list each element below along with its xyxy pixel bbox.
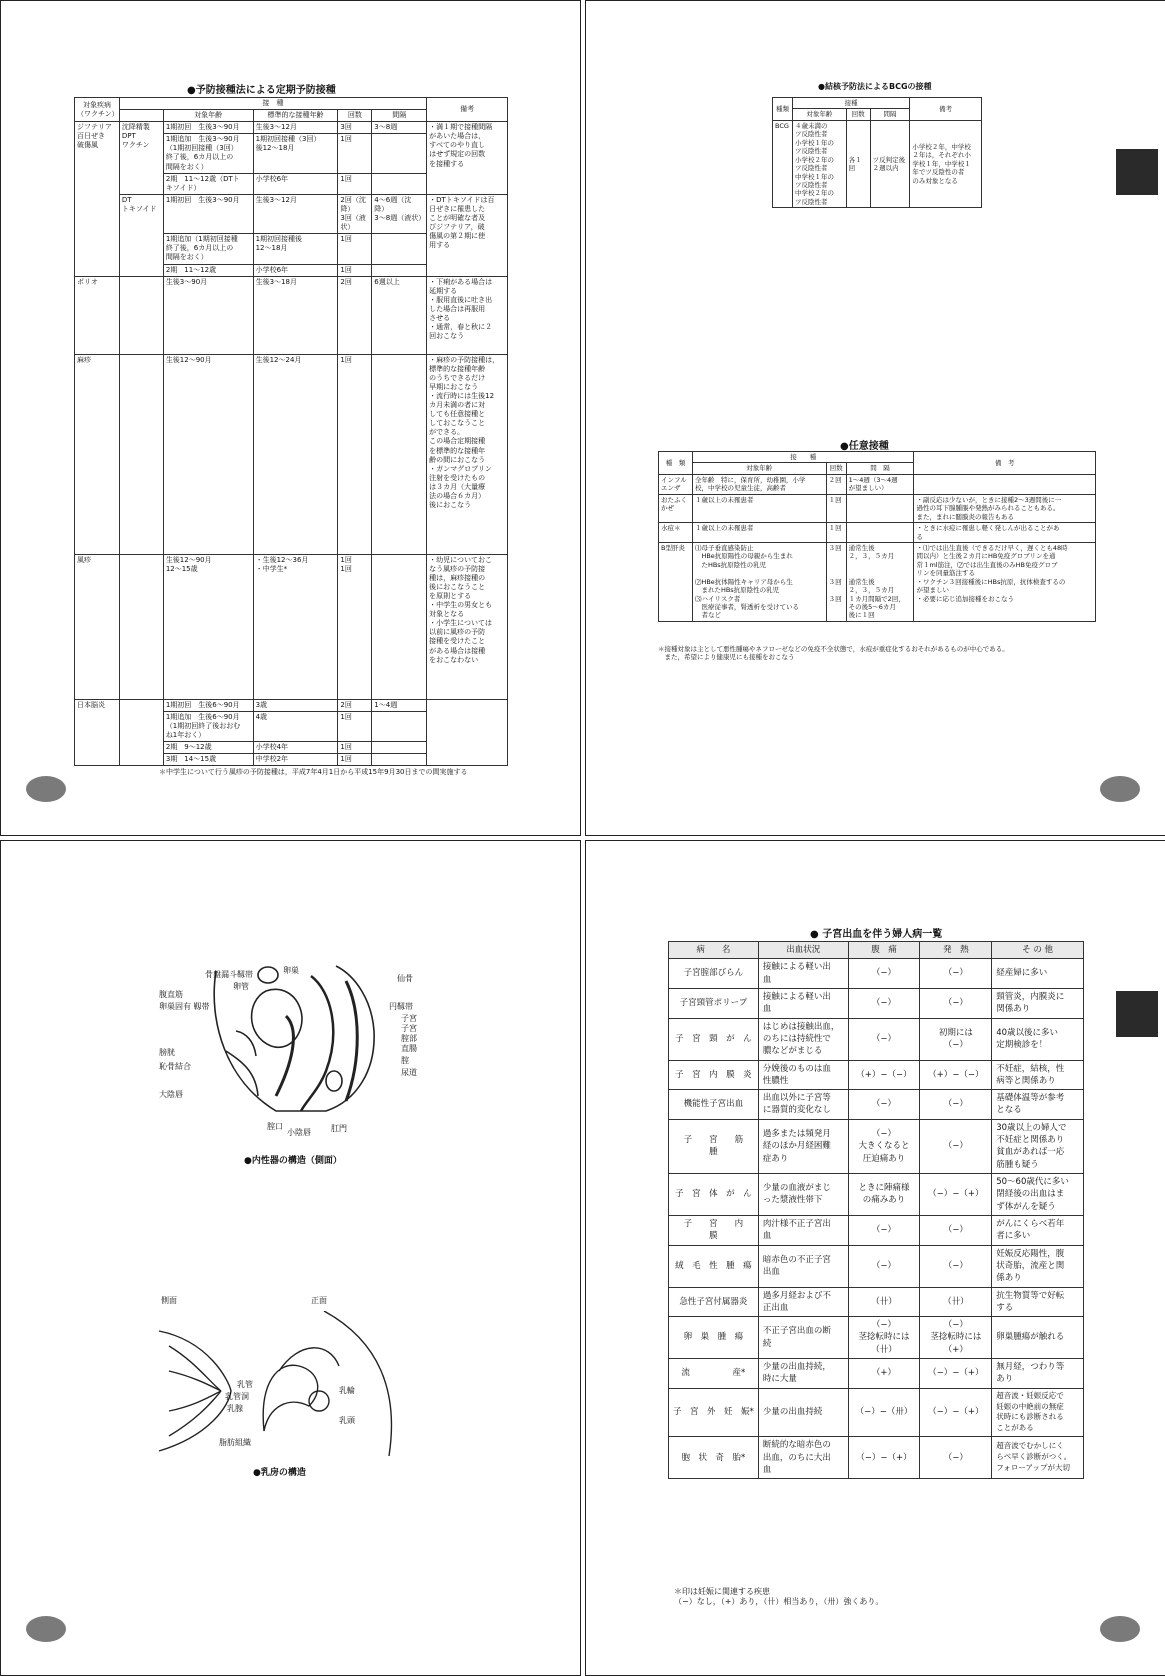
cell-times: 2回 bbox=[338, 276, 372, 354]
vaccine-dpt: 沈降精製 DPT ワクチン bbox=[119, 122, 163, 195]
cell-times: 2回（沈降） 3回（液状） bbox=[338, 194, 372, 233]
pain-cell: （−） bbox=[848, 959, 920, 989]
bcg-title: ●結核予防法によるBCGの接種 bbox=[818, 82, 932, 91]
opt-kind: インフル エンザ bbox=[659, 474, 693, 494]
table-row bbox=[669, 1287, 1084, 1317]
disease-rubella: 風疹 bbox=[75, 554, 120, 699]
header-disease: 病 名 bbox=[669, 942, 759, 959]
cell-interval: 1〜4週 bbox=[372, 699, 427, 711]
cell-std: 生後3〜18月 bbox=[253, 276, 338, 354]
fever-cell: 初期には （−） bbox=[920, 1018, 992, 1060]
bcg-header-kind: 種類 bbox=[773, 98, 793, 121]
optional-vaccination-title: ●任意接種 bbox=[840, 441, 889, 452]
fever-cell: （−） bbox=[920, 988, 992, 1018]
cell-interval bbox=[372, 354, 427, 554]
thumb-tab bbox=[1116, 991, 1158, 1037]
header-times: 回数 bbox=[338, 110, 372, 122]
page-number-oval bbox=[26, 776, 66, 802]
cell-age: 2期 11〜12歳（DTト キソイド） bbox=[163, 173, 253, 194]
other-cell: 超音波でむかしにく らべ早く診断がつく。 フォローアップが大切 bbox=[992, 1437, 1084, 1479]
bcg-header-remarks: 備考 bbox=[910, 98, 982, 121]
page-number-oval bbox=[1100, 776, 1140, 802]
header-other: そ の 他 bbox=[992, 942, 1084, 959]
vaccine-cell bbox=[119, 554, 163, 699]
cell-age: 生後12〜90月 12〜15歳 bbox=[163, 554, 253, 699]
fig1-label: 卵巣 bbox=[283, 966, 299, 975]
bleeding-cell: 少量の血液がまじ った漿液性帯下 bbox=[758, 1174, 848, 1216]
opt-age: ⑴母子垂直感染防止 HBe抗原陽性の母親から生まれ たHBs抗原陰性の乳児 ⑵HBe抗体陽性キャリア母から生 まれたHBs抗原陰性の乳児 ⑶ハイリスク者 医療従事者，腎透析を受けている 者など bbox=[692, 542, 826, 621]
table-row bbox=[669, 1060, 1084, 1090]
table-row bbox=[669, 959, 1084, 989]
fig2-label: 乳頭 bbox=[339, 1416, 355, 1425]
cell-times: 1回 bbox=[338, 754, 372, 766]
fig1-label: 仙骨 bbox=[397, 974, 413, 983]
uterine-bleeding-table bbox=[668, 941, 1084, 1479]
cell-times: 1回 bbox=[338, 711, 372, 741]
opt-times: １回 bbox=[826, 523, 846, 543]
optional-note: ＊接種対象は主として悪性腫瘍やネフローゼなどの免疫不全状態で，水痘が重症化するおそれがあるものが中心である。 また，希望により健康児にも接種をおこなう bbox=[658, 645, 1009, 662]
disease-cell: 流 産* bbox=[669, 1359, 759, 1389]
cell-interval bbox=[372, 754, 427, 766]
fig1-label: 肛門 bbox=[331, 1124, 347, 1133]
opt-header-remarks: 備 考 bbox=[914, 452, 1096, 475]
opt-age: 全年齢 特に，保育所，幼稚園，小学 校，中学校の児童生徒，高齢者 bbox=[692, 474, 826, 494]
opt-times: ２回 bbox=[826, 474, 846, 494]
table-row bbox=[669, 1388, 1084, 1437]
vaccine-cell bbox=[119, 276, 163, 354]
bleeding-cell: 肉汁様不正子宮出 血 bbox=[758, 1215, 848, 1245]
cell-age: 2期 11〜12歳 bbox=[163, 264, 253, 276]
table-row bbox=[659, 523, 1096, 543]
fig1-label: 腟 bbox=[401, 1056, 409, 1065]
cell-times: 1回 bbox=[338, 234, 372, 264]
header-pain: 腹 痛 bbox=[848, 942, 920, 959]
disease-diphtheria: ジフテリア 百日ぜき 破傷風 bbox=[75, 122, 120, 276]
optional-vaccination-table bbox=[658, 451, 1096, 622]
cell-times: 1回 bbox=[338, 173, 372, 194]
cell-remarks: ・麻疹の予防接種は， 標準的な接種年齢 のうちできるだけ 早期におこなう ・流行時には生後12 カ月未満の者に対 しても任意接種と しておこなうこと ができる。 この場合定期接種 を標準的な接種年 齢の間におこなう ・ガンマグロブリン 注射を受けたもの は３カ月（大量療 法の場合６カ月） 後におこなう bbox=[427, 354, 508, 554]
other-cell: 頸管炎，内膜炎に 関係あり bbox=[992, 988, 1084, 1018]
page-number-oval bbox=[26, 1616, 66, 1642]
cell-std: ・生後12〜36月 ・中学生* bbox=[253, 554, 338, 699]
fever-cell: （−）−（+） bbox=[920, 1359, 992, 1389]
cell-std: 生後3〜12月 bbox=[253, 122, 338, 134]
fig2-front-label: 正面 bbox=[311, 1296, 327, 1305]
pain-cell: （−） bbox=[848, 1245, 920, 1287]
bleeding-cell: 暗赤色の不正子宮 出血 bbox=[758, 1245, 848, 1287]
table-note: ＊印は妊娠に関連する疾患 （−）なし，（+）あり，（卄）相当あり，（卅）強くあり。 bbox=[674, 1587, 884, 1607]
fig1-caption: ●内性器の構造（側面） bbox=[244, 1156, 342, 1166]
bcg-header-times: 回数 bbox=[846, 109, 870, 120]
table-row bbox=[669, 1317, 1084, 1359]
bcg-table bbox=[772, 97, 982, 208]
cell-times: 1回 bbox=[338, 741, 372, 753]
fever-cell: （−）−（+） bbox=[920, 1388, 992, 1437]
cell-remarks: ・幼児についておこ なう風疹の予防接 種は，麻疹接種の 後におこなうこと を原則とする ・中学生の男女とも 対象となる ・小学生については 以前に風疹の予防 接種を受けたこと がある場合は接種 をおこなわない bbox=[427, 554, 508, 699]
table-row bbox=[669, 1215, 1084, 1245]
bleeding-cell: 分娩後のものは血 性膿性 bbox=[758, 1060, 848, 1090]
pain-cell: （−） 茎捻転時には （卄） bbox=[848, 1317, 920, 1359]
bcg-kind: BCG bbox=[773, 120, 793, 207]
bcg-interval: ツ反判定後 ２週以内 bbox=[870, 120, 910, 207]
fig1-label: 腟口 bbox=[267, 1122, 283, 1131]
bleeding-cell: 過多月経および不 正出血 bbox=[758, 1287, 848, 1317]
table-row bbox=[669, 1245, 1084, 1287]
pain-cell: （−） 大きくなると 圧迫痛あり bbox=[848, 1119, 920, 1173]
disease-je: 日本脳炎 bbox=[75, 699, 120, 766]
cell-interval bbox=[372, 173, 427, 194]
opt-header-group: 接 種 bbox=[692, 452, 914, 463]
footnote: ＊中学生について行う風疹の予防接種は，平成7年4月1日から平成15年9月30日までの間実施する bbox=[159, 768, 468, 776]
other-cell: 不妊症，結核，性 病等と関係あり bbox=[992, 1060, 1084, 1090]
cell-interval bbox=[372, 711, 427, 741]
cell-age: 3期 14〜15歳 bbox=[163, 754, 253, 766]
bleeding-cell: はじめは接触出血， のちには持続性で 膿などがまじる bbox=[758, 1018, 848, 1060]
cell-std: 小学校6年 bbox=[253, 173, 338, 194]
table-row bbox=[669, 1090, 1084, 1120]
pain-cell: （−） bbox=[848, 1018, 920, 1060]
cell-std: 小学校6年 bbox=[253, 264, 338, 276]
other-cell: 抗生物質等で好転 する bbox=[992, 1287, 1084, 1317]
disease-cell: 卵 巣 腫 瘍 bbox=[669, 1317, 759, 1359]
fig2-caption: ●乳房の構造 bbox=[253, 1468, 306, 1478]
cell-age: 生後3〜90月 bbox=[163, 276, 253, 354]
fig1-label: 小陰唇 bbox=[287, 1128, 311, 1137]
cell-remarks: ・下痢がある場合は 延期する ・服用直後に吐き出 した場合は再服用 させる ・通常，春と秋に２ 回おこなう bbox=[427, 276, 508, 354]
opt-remarks bbox=[914, 474, 1096, 494]
bleeding-cell: 接触による軽い出 血 bbox=[758, 988, 848, 1018]
fig1-label: 卵管 bbox=[233, 982, 249, 991]
fig1-label: 子宮 bbox=[401, 1014, 417, 1023]
cell-times: 2回 bbox=[338, 699, 372, 711]
vaccine-cell bbox=[119, 354, 163, 554]
cell-std: 中学校2年 bbox=[253, 754, 338, 766]
table-row bbox=[669, 1359, 1084, 1389]
pain-cell: （+）−（−） bbox=[848, 1060, 920, 1090]
other-cell: 卵巣腫瘍が触れる bbox=[992, 1317, 1084, 1359]
header-vaccination: 接 種 bbox=[119, 98, 426, 110]
cell-interval: 6週以上 bbox=[372, 276, 427, 354]
bcg-header-group: 接種 bbox=[792, 98, 909, 109]
disease-cell: 機能性子宮出血 bbox=[669, 1090, 759, 1120]
header-remarks: 備考 bbox=[427, 98, 508, 122]
fig1-label: 子宮 bbox=[401, 1024, 417, 1033]
disease-cell: 子 宮 体 が ん bbox=[669, 1174, 759, 1216]
fever-cell: （−） bbox=[920, 1090, 992, 1120]
bleeding-cell: 少量の出血持続， 時に大量 bbox=[758, 1359, 848, 1389]
fig1-label: 膀胱 bbox=[159, 1048, 175, 1057]
opt-header-interval: 間 隔 bbox=[846, 463, 914, 474]
bleeding-cell: 断続的な暗赤色の 出血，のちに大出 血 bbox=[758, 1437, 848, 1479]
opt-kind: 水痘＊ bbox=[659, 523, 693, 543]
opt-kind: おたふく かぜ bbox=[659, 494, 693, 522]
cell-interval bbox=[372, 741, 427, 753]
opt-times: ３回 ３回 ３回 bbox=[826, 542, 846, 621]
cell-std: 生後3〜12月 bbox=[253, 194, 338, 233]
fig2-label: 脂肪組織 bbox=[219, 1438, 251, 1447]
other-cell: 無月経，つわり等 あり bbox=[992, 1359, 1084, 1389]
header-age: 対象年齢 bbox=[163, 110, 253, 122]
header-interval: 間隔 bbox=[372, 110, 427, 122]
fig1-label: 腹直筋 bbox=[159, 990, 183, 999]
cell-std: 小学校4年 bbox=[253, 741, 338, 753]
cell-times: 1回 1回 bbox=[338, 554, 372, 699]
opt-age: １歳以上の未罹患者 bbox=[692, 494, 826, 522]
fig1-label: 卵巣固有 靱帯 bbox=[159, 1002, 210, 1011]
cell-interval bbox=[372, 234, 427, 264]
cell-times: 3回 bbox=[338, 122, 372, 134]
cell-times: 1回 bbox=[338, 264, 372, 276]
opt-remarks: ・⑴では出生直後（できるだけ早く，遅くとも48時 間以内）と生後２カ月にHB免疫グロブリンを通 常１ml筋注，⑵では出生直後のみHB免疫グロブ リンを同量筋注する ・ワクチン３回接種後にHBs抗原，抗体検査するの が望ましい ・必要に応じ追加接種をおこなう bbox=[914, 542, 1096, 621]
fever-cell: （−） bbox=[920, 1245, 992, 1287]
other-cell: がんにくらべ若年 者に多い bbox=[992, 1215, 1084, 1245]
page-2 bbox=[585, 0, 1165, 836]
table-row bbox=[669, 1174, 1084, 1216]
bleeding-cell: 接触による軽い出 血 bbox=[758, 959, 848, 989]
other-cell: 50〜60歳代に多い 閉経後の出血はま ず体がんを疑う bbox=[992, 1174, 1084, 1216]
cell-interval bbox=[372, 134, 427, 173]
opt-interval: 通常生後 ２，３，５カ月 通常生後 ２，３，５カ月 １カ月間隔で2回， その後5〜6カ月 後に１回 bbox=[846, 542, 914, 621]
cell-times: 1回 bbox=[338, 134, 372, 173]
cell-std: 3歳 bbox=[253, 699, 338, 711]
opt-remarks: ・ときに水痘に罹患し軽く発しんが出ることがあ る bbox=[914, 523, 1096, 543]
cell-age: 1期初回 生後6〜90月 bbox=[163, 699, 253, 711]
page-number-oval bbox=[1100, 1616, 1140, 1642]
table-row bbox=[659, 542, 1096, 621]
bcg-times: 各１回 bbox=[846, 120, 870, 207]
pain-cell: （−） bbox=[848, 988, 920, 1018]
cell-remarks bbox=[427, 699, 508, 766]
opt-times: １回 bbox=[826, 494, 846, 522]
disease-cell: 急性子宮付属器炎 bbox=[669, 1287, 759, 1317]
uterine-bleeding-title: ● 子宮出血を伴う婦人病一覧 bbox=[810, 929, 943, 940]
bleeding-cell: 少量の出血持続 bbox=[758, 1388, 848, 1437]
bleeding-cell: 出血以外に子宮等 に器質的変化なし bbox=[758, 1090, 848, 1120]
pain-cell: （卄） bbox=[848, 1287, 920, 1317]
fig2-label: 乳輪 bbox=[339, 1386, 355, 1395]
other-cell: 超音波・妊娠反応で 妊娠の中絶前の無症 状時にも診断される ことがある bbox=[992, 1388, 1084, 1437]
vaccine-cell bbox=[119, 699, 163, 766]
cell-remarks: ・満１期で接種間隔 があいた場合は， すべてのやり直し はせず規定の回数 を接種する bbox=[427, 122, 508, 195]
fig1-label: 大陰唇 bbox=[159, 1090, 183, 1099]
cell-remarks: ・DTトキソイドは百 日ぜきに罹患した ことが明確な者及 びジフテリア，破 傷風の第２期に使 用する bbox=[427, 194, 508, 276]
cell-age: 生後12〜90月 bbox=[163, 354, 253, 554]
bleeding-cell: 過多または頻発月 経のほか月経困難 症あり bbox=[758, 1119, 848, 1173]
fig1-label: 尿道 bbox=[401, 1068, 417, 1077]
disease-measles: 麻疹 bbox=[75, 354, 120, 554]
cell-interval: 3〜8週 bbox=[372, 122, 427, 134]
fever-cell: （−） 茎捻転時には （+） bbox=[920, 1317, 992, 1359]
cell-age: 2期 9〜12歳 bbox=[163, 741, 253, 753]
cell-std: 4歳 bbox=[253, 711, 338, 741]
header-std-age: 標準的な接種年齢 bbox=[253, 110, 338, 122]
fever-cell: （+）−（−） bbox=[920, 1060, 992, 1090]
page-1 bbox=[0, 0, 581, 836]
disease-cell: 絨 毛 性 腫 瘍 bbox=[669, 1245, 759, 1287]
fever-cell: （−） bbox=[920, 1215, 992, 1245]
bcg-header-interval: 間隔 bbox=[870, 109, 910, 120]
fig1-label: 骨盤漏斗靱帯 bbox=[205, 970, 253, 979]
header-fever: 発 熱 bbox=[920, 942, 992, 959]
fig2-side-label: 側面 bbox=[161, 1296, 177, 1305]
cell-interval bbox=[372, 264, 427, 276]
header-disease: 対象疾病 （ワクチン） bbox=[75, 98, 120, 122]
disease-cell: 子宮頸管ポリープ bbox=[669, 988, 759, 1018]
pain-cell: ときに陣痛様 の痛みあり bbox=[848, 1174, 920, 1216]
opt-header-kind: 種 類 bbox=[659, 452, 693, 475]
table-row bbox=[659, 494, 1096, 522]
fever-cell: （卄） bbox=[920, 1287, 992, 1317]
table-row bbox=[669, 1018, 1084, 1060]
cell-std: 生後12〜24月 bbox=[253, 354, 338, 554]
bcg-age: ４歳未満の ツ反陰性者 小学校１年の ツ反陰性者 小学校２年の ツ反陰性者 中学校１年の ツ反陰性者 中学校２年の ツ反陰性者 bbox=[792, 120, 846, 207]
header-vaccine bbox=[119, 110, 163, 122]
other-cell: 30歳以上の婦人で 不妊症と関係あり 貧血があれば一応 筋腫も疑う bbox=[992, 1119, 1084, 1173]
opt-header-age: 対象年齢 bbox=[692, 463, 826, 474]
fever-cell: （−） bbox=[920, 1119, 992, 1173]
fever-cell: （−） bbox=[920, 1437, 992, 1479]
table-row bbox=[659, 474, 1096, 494]
disease-polio: ポリオ bbox=[75, 276, 120, 354]
cell-age: 1期追加（1期初回接種 終了後，6カ月以上の 間隔をおく） bbox=[163, 234, 253, 264]
thumb-tab bbox=[1116, 149, 1158, 195]
other-cell: 妊娠反応陽性，腹 状奇胎，流産と関 係あり bbox=[992, 1245, 1084, 1287]
disease-cell: 胞 状 奇 胎* bbox=[669, 1437, 759, 1479]
cell-age: 1期初回 生後3〜90月 bbox=[163, 122, 253, 134]
disease-cell: 子宮腟部びらん bbox=[669, 959, 759, 989]
pain-cell: （−）−（卅） bbox=[848, 1388, 920, 1437]
pain-cell: （−） bbox=[848, 1090, 920, 1120]
opt-age: １歳以上の未罹患者 bbox=[692, 523, 826, 543]
opt-interval: 1〜4週（3〜4週 が望ましい） bbox=[846, 474, 914, 494]
other-cell: 基礎体温等が参考 となる bbox=[992, 1090, 1084, 1120]
opt-kind: B型肝炎 bbox=[659, 542, 693, 621]
vaccine-dt: DT トキソイド bbox=[119, 194, 163, 276]
page-3 bbox=[0, 840, 581, 1676]
cell-age: 1期追加 生後3〜90月 （1期初回接種（3回） 終了後，6カ月以上の 間隔をおく） bbox=[163, 134, 253, 173]
fig1-label: 円靱帯 bbox=[389, 1002, 413, 1011]
fever-cell: （−）−（+） bbox=[920, 1174, 992, 1216]
other-cell: 40歳以後に多い 定期検診を！ bbox=[992, 1018, 1084, 1060]
table-row bbox=[669, 988, 1084, 1018]
opt-interval bbox=[846, 494, 914, 522]
cell-interval bbox=[372, 554, 427, 699]
bleeding-cell: 不正子宮出血の断 続 bbox=[758, 1317, 848, 1359]
fig2-label: 乳腺 bbox=[227, 1404, 243, 1413]
fig1-label: 恥骨結合 bbox=[159, 1062, 191, 1071]
routine-vaccination-table bbox=[74, 97, 508, 766]
fever-cell: （−） bbox=[920, 959, 992, 989]
cell-times: 1回 bbox=[338, 354, 372, 554]
opt-interval bbox=[846, 523, 914, 543]
fig1-label: 直腸 bbox=[401, 1044, 417, 1053]
bcg-remarks: 小学校２年，中学校 ２年は，それぞれ小 学校１年，中学校１ 年でツ反陰性の者 のみ対象となる bbox=[910, 120, 982, 207]
disease-cell: 子 宮 筋 腫 bbox=[669, 1119, 759, 1173]
fig1-label: 腟部 bbox=[401, 1034, 417, 1043]
disease-cell: 子 宮 内 膜 炎 bbox=[669, 1060, 759, 1090]
pain-cell: （−）−（+） bbox=[848, 1437, 920, 1479]
table-row bbox=[669, 1437, 1084, 1479]
fig2-label: 乳管洞 bbox=[225, 1392, 249, 1401]
disease-cell: 子 宮 内 膜 bbox=[669, 1215, 759, 1245]
table-row bbox=[669, 1119, 1084, 1173]
opt-remarks: ・副反応は少ないが，ときに接種2〜3週間後に一 過性の耳下腺腫脹や発熱がみられることもある。 また，まれに髄膜炎の報告もある bbox=[914, 494, 1096, 522]
other-cell: 経産婦に多い bbox=[992, 959, 1084, 989]
cell-std: 1期初回接種後 12〜18月 bbox=[253, 234, 338, 264]
fig2-label: 乳管 bbox=[237, 1380, 253, 1389]
breast-illustration bbox=[149, 1311, 409, 1456]
cell-age: 1期初回 生後3〜90月 bbox=[163, 194, 253, 233]
pain-cell: （+） bbox=[848, 1359, 920, 1389]
cell-age: 1期追加 生後6〜90月 （1期初回終了後おおむ ね1年おく） bbox=[163, 711, 253, 741]
disease-cell: 子 宮 頸 が ん bbox=[669, 1018, 759, 1060]
bcg-header-age: 対象年齢 bbox=[792, 109, 846, 120]
cell-interval: 4〜6週（沈降） 3〜8週（液状） bbox=[372, 194, 427, 233]
page-4 bbox=[585, 840, 1165, 1676]
cell-std: 1期初回接種（3回） 後12〜18月 bbox=[253, 134, 338, 173]
disease-cell: 子 宮 外 妊 娠* bbox=[669, 1388, 759, 1437]
pain-cell: （−） bbox=[848, 1215, 920, 1245]
header-bleeding: 出血状況 bbox=[758, 942, 848, 959]
routine-vaccination-title: ●予防接種法による定期予防接種 bbox=[187, 85, 336, 96]
opt-header-times: 回数 bbox=[826, 463, 846, 474]
